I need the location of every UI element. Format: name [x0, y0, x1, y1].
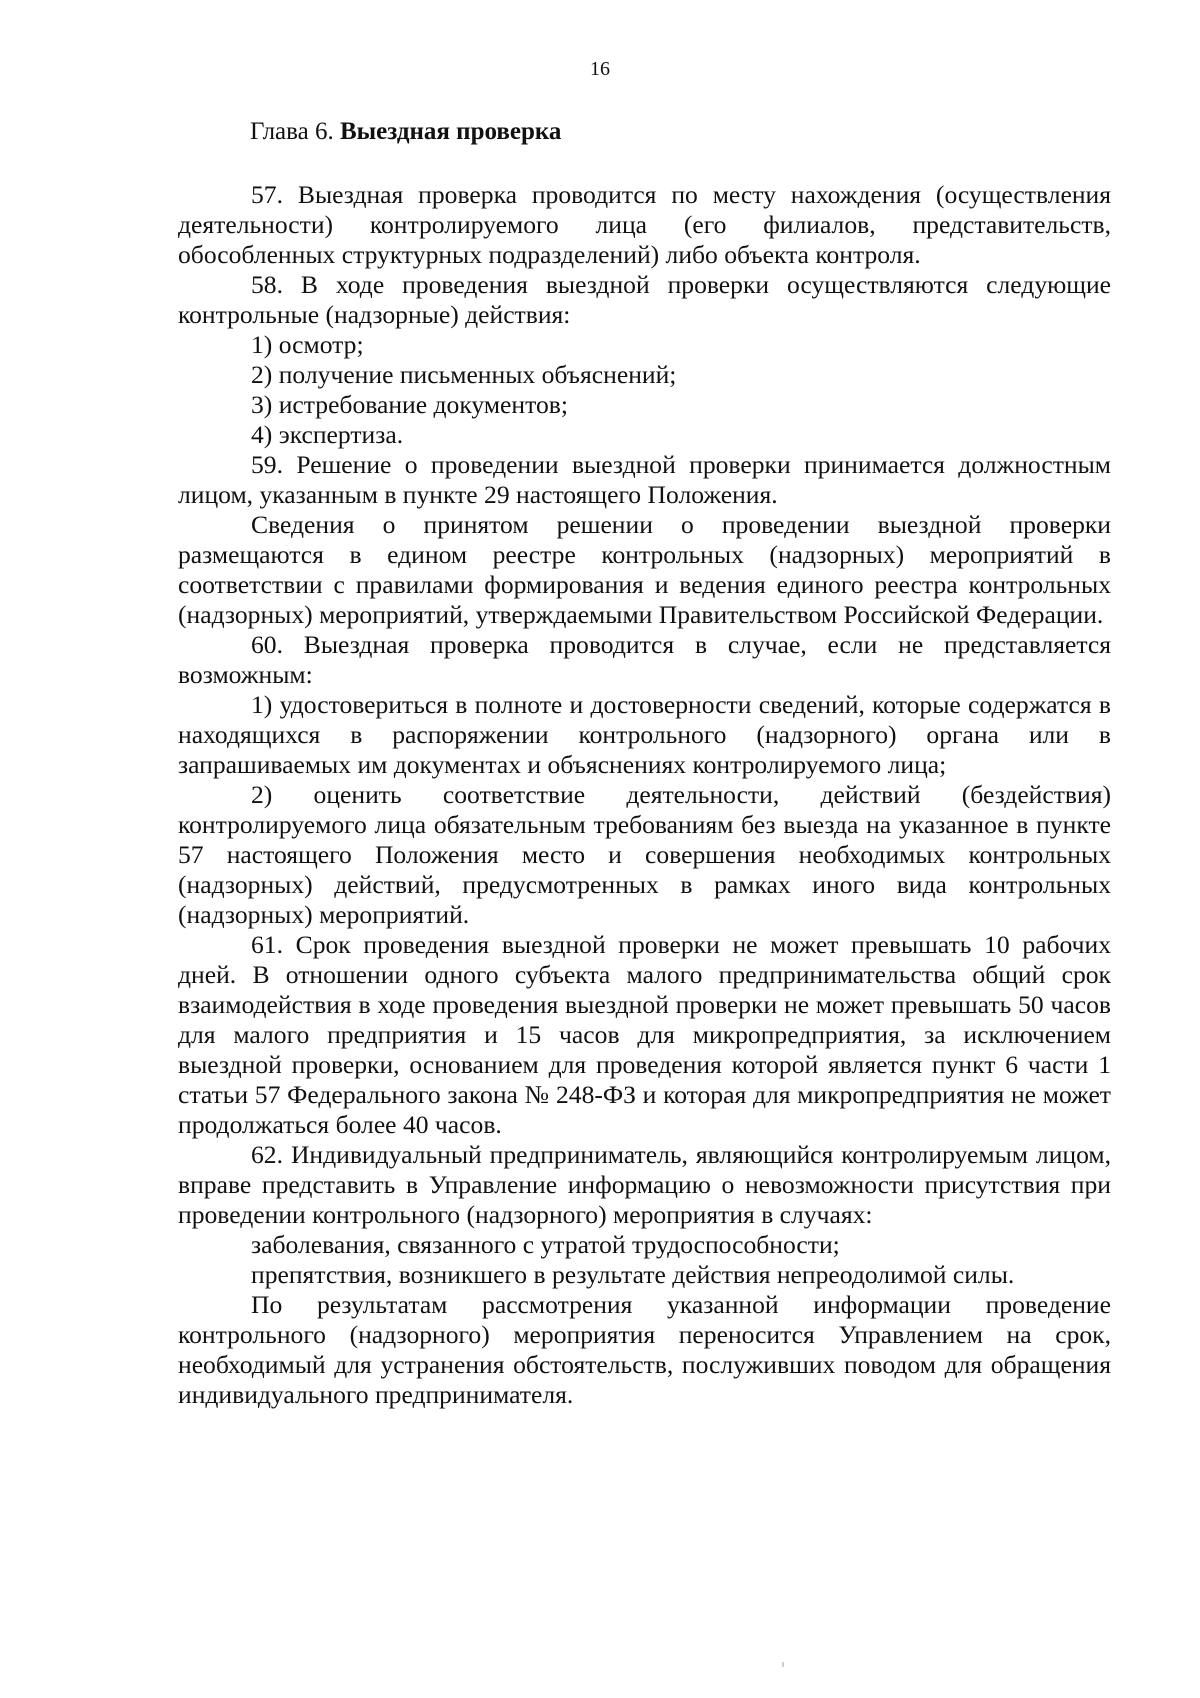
- paragraph-59: 59. Решение о проведении выездной проверки принимается должностным лицом, указанным в пункте 29 настоящего Положения.: [178, 450, 1111, 509]
- paragraph-57: 57. Выездная проверка проводится по месту нахождения (осуществления деятельности) контролируемого лица (его филиалов, представительств, обособленных структурных подразделений) либо объекта контроля.: [178, 180, 1111, 269]
- scan-artifact: [782, 1662, 784, 1667]
- page-number: 16: [590, 58, 610, 80]
- document-body: [178, 180, 1111, 1410]
- paragraph-62: 62. Индивидуальный предприниматель, являющийся контролируемым лицом, вправе представить в Управление информацию о невозможности присутствия при проведении контрольного (надзорного) мероприятия в случаях:: [178, 1140, 1111, 1229]
- paragraph-58: 58. В ходе проведения выездной проверки осуществляются следующие контрольные (надзорные) действия:: [178, 270, 1111, 329]
- list-item-expertise: 4) экспертиза.: [251, 420, 404, 449]
- paragraph-62-case-illness: заболевания, связанного с утратой трудоспособности;: [251, 1230, 840, 1259]
- paragraph-60-item-1: 1) удостовериться в полноте и достоверности сведений, которые содержатся в находящихся в распоряжении контрольного (надзорного) органа или в запрашиваемых им документах и объяснениях контролируемого лица;: [178, 690, 1111, 779]
- paragraph-60-item-2: 2) оценить соответствие деятельности, действий (бездействия) контролируемого лица обязательным требованиям без выезда на указанное в пункте 57 настоящего Положения место и совершения необходимых контрольных (надзорных) действий, предусмотренных в рамках иного вида контрольных (надзорных) мероприятий.: [178, 780, 1111, 929]
- chapter-heading: [250, 118, 561, 146]
- paragraph-62-case-force-majeure: препятствия, возникшего в результате действия непреодолимой силы.: [251, 1260, 1015, 1289]
- chapter-title: Выездная проверка: [339, 118, 562, 145]
- paragraph-61: 61. Срок проведения выездной проверки не может превышать 10 рабочих дней. В отношении одного субъекта малого предпринимательства общий срок взаимодействия в ходе проведения выездной проверки не может превышать 50 часов для малого предприятия и 15 часов для микропредприятия, за исключением выездной проверки, основанием для проведения которой является пункт 6 части 1 статьи 57 Федерального закона № 248-ФЗ и которая для микропредприятия не может продолжаться более 40 часов.: [178, 930, 1111, 1139]
- list-item-written-explanations: 2) получение письменных объяснений;: [251, 360, 677, 389]
- chapter-prefix: Глава 6.: [250, 118, 340, 145]
- list-item-documents-request: 3) истребование документов;: [251, 390, 568, 419]
- paragraph-62-result: По результатам рассмотрения указанной информации проведение контрольного (надзорного) мероприятия переносится Управлением на срок, необходимый для устранения обстоятельств, послуживших поводом для обращения индивидуального предпринимателя.: [178, 1290, 1111, 1409]
- paragraph-60: 60. Выездная проверка проводится в случае, если не представляется возможным:: [178, 630, 1111, 689]
- paragraph-59-registry: Сведения о принятом решении о проведении выездной проверки размещаются в едином реестре контрольных (надзорных) мероприятий в соответствии с правилами формирования и ведения единого реестра контрольных (надзорных) мероприятий, утверждаемыми Правительством Российской Федерации.: [178, 510, 1111, 629]
- list-item-inspection: 1) осмотр;: [251, 330, 364, 359]
